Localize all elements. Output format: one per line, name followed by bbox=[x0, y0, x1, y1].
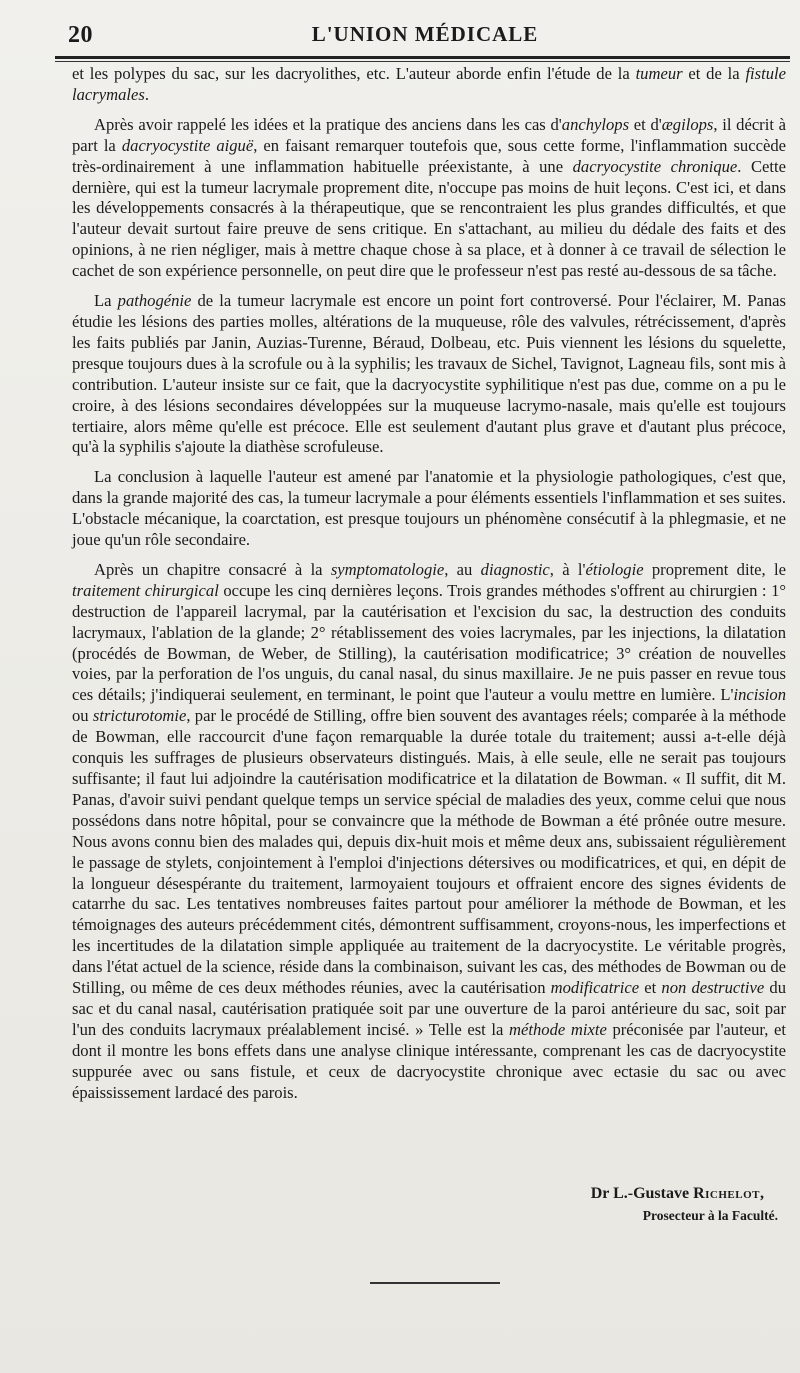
closing-rule bbox=[370, 1282, 500, 1284]
header-rule-thin bbox=[55, 61, 790, 62]
author-signature bbox=[590, 1185, 778, 1224]
paragraph-2: Après avoir rappelé les idées et la pratique des anciens dans les cas d'anchylops et d'ægilops, il décrit à part la dacryocystite aiguë, en faisant remarquer toutefois que, sous cette forme, l'inflammation succède très-ordinairement à une inflammation habituelle préexistante, à une dacryocystite chronique. Cette dernière, qui est la tumeur lacrymale proprement dite, n'occupe pas moins de huit leçons. C'est ici, et dans les développements consacrés à la thérapeutique, que se rencontraient les plus grandes difficultés, et que l'auteur devait surtout faire preuve de sens critique. En s'attachant, au milieu du dédale des faits et des opinions, à ne rien négliger, mais à mettre chaque chose à sa place, et à donner à ce travail de sélection le cachet de son expérience personnelle, on peut dire que le professeur n'est pas resté au-dessous de sa tâche. bbox=[72, 114, 786, 281]
author-name: Dr L.-Gustave Richelot, bbox=[590, 1185, 764, 1202]
page-header bbox=[68, 18, 782, 52]
page-number: 20 bbox=[68, 22, 93, 48]
paragraph-3: La pathogénie de la tumeur lacrymale est encore un point fort controversé. Pour l'éclairer, M. Panas étudie les lésions des parties molles, altérations de la muqueuse, rôle des valvules, rétrécissement, d'après les faits publiés par Janin, Auzias-Turenne, Béraud, Dolbeau, etc. Puis viennent les lésions du squelette, presque toujours dues à la scrofule ou à la syphilis; les travaux de Sichel, Tavignot, Lagneau fils, sont mis à contribution. L'auteur insiste sur ce fait, que la dacryocystite syphilitique n'est pas due, comme on a pu le croire, à des lésions secondaires développées sur la muqueuse lacrymo-nasale, mais qu'elle est toujours tertiaire, alors même qu'elle est précoce. Elle est seulement d'autant plus grave et d'autant plus précoce, qu'à la syphilis s'ajoute la diathèse scrofuleuse. bbox=[72, 291, 786, 457]
running-title: L'UNION MÉDICALE bbox=[311, 22, 539, 46]
header-rule bbox=[55, 56, 790, 59]
paragraph-4: La conclusion à laquelle l'auteur est amené par l'anatomie et la physiologie pathologiques, c'est que, dans la grande majorité des cas, la tumeur lacrymale a pour éléments essentiels l'inflammation et ses suites. L'obstacle mécanique, la coarctation, est presque toujours un phénomène consécutif à la phlegmasie, et ne joue qu'un rôle secondaire. bbox=[72, 467, 786, 550]
article-body bbox=[72, 64, 786, 1111]
paragraph-1: et les polypes du sac, sur les dacryolithes, etc. L'auteur aborde enfin l'étude de la tumeur et de la fistule lacrymales. bbox=[72, 64, 786, 104]
author-title: Prosecteur à la Faculté. bbox=[642, 1208, 778, 1223]
paragraph-5: Après un chapitre consacré à la symptomatologie, au diagnostic, à l'étiologie proprement dite, le traitement chirurgical occupe les cinq dernières leçons. Trois grandes méthodes s'offrent au chirurgien : 1° destruction de l'appareil lacrymal, par la cautérisation et l'excision du sac, la destruction des conduits lacrymaux, l'ablation de la glande; 2° rétablissement des voies lacrymales, par les injections, la dilatation (procédés de Bowman, de Weber, de Stilling), la cautérisation modificatrice; 3° création de nouvelles voies, par la perforation de l'os unguis, du canal nasal, du sinus maxillaire. Je ne puis passer en revue tous ces détails; j'indiquerai seulement, en terminant, le point que l'auteur a voulu mettre en lumière. L'incision ou stricturotomie, par le procédé de Stilling, offre bien souvent des avantages réels; comparée à la méthode de Bowman, elle raccourcit d'une façon remarquable la durée totale du traitement; aussi a-t-elle déjà conquis les suffrages de plusieurs observateurs distingués. Mais, à elle seule, elle ne serait pas toujours suffisante; il faut lui adjoindre la cautérisation modificatrice et la dilatation de Bowman. « Il suffit, dit M. Panas, d'avoir suivi pendant quelque temps un service spécial de maladies des yeux, comme celui que nous possédons dans notre hôpital, pour se convaincre que la méthode de Bowman a été prônée outre mesure. Nous avons connu bien des malades qui, depuis dix-huit mois et même deux ans, subissaient régulièrement le passage de stylets, conjointement à l'emploi d'injections détersives ou modificatrices, et qui, en dépit de la longueur désespérante du traitement, larmoyaient toujours et offraient encore des signes évidents de catarrhe du sac. Les tentatives nombreuses faites partout pour améliorer la méthode de Bowman, et les témoignages des auteurs précédemment cités, démontrent suffisamment, croyons-nous, les imperfections et les incertitudes de la dilatation simple appliquée au traitement de la dacryocystite. Le véritable progrès, dans l'état actuel de la science, réside dans la combinaison, suivant les cas, des méthodes de Bowman ou de Stilling, ou même de ces deux méthodes réunies, avec la cautérisation modificatrice et non destructive du sac et du canal nasal, cautérisation pratiquée soit par une ouverture de la paroi antérieure du sac, soit par l'un des conduits lacrymaux préalablement incisé. » Telle est la méthode mixte préconisée par l'auteur, et dont il montre les bons effets dans une analyse clinique intéressante, comprenant les cas de dacryocystite suppurée avec ou sans fistule, et ceux de dacryocystite chronique avec ectasie du sac ou avec épaississement lardacé des parois. bbox=[72, 559, 787, 1102]
